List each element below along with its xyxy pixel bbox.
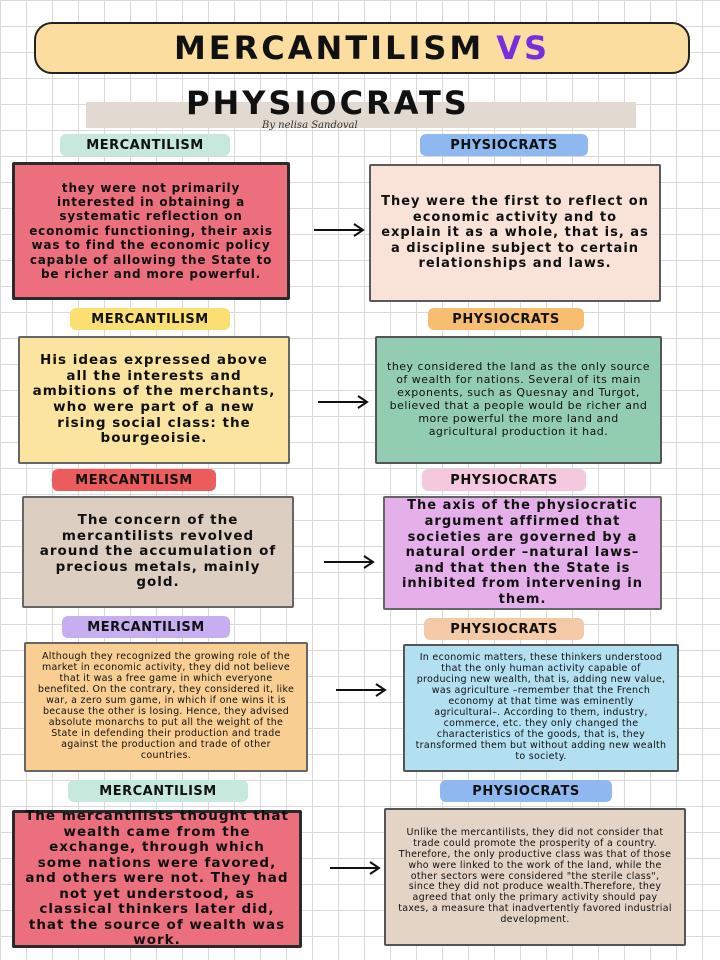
title-banner xyxy=(34,22,690,74)
row2-right-label: PHYSIOCRATS xyxy=(428,308,584,330)
row1-mercantilism-box xyxy=(12,162,290,300)
row2-left-label: MERCANTILISM xyxy=(70,308,230,330)
row5-right-label: PHYSIOCRATS xyxy=(440,780,612,802)
row3-arrow-icon xyxy=(324,554,376,570)
row3-left-label: MERCANTILISM xyxy=(52,469,216,491)
row1-right-label: PHYSIOCRATS xyxy=(420,134,588,156)
row1-mercantilism-text: they were not primarily interested in obtaining a systematic reflection on economic functioning, their axis was to find the economic policy capable of allowing the State to be richer and more powerful. xyxy=(29,180,273,281)
title-physiocrats: PHYSIOCRATS xyxy=(186,84,470,122)
row4-mercantilism-box xyxy=(24,642,308,772)
author-byline: By nelisa Sandoval xyxy=(262,120,358,131)
row4-physiocrats-text: In economic matters, these thinkers understood that the only human activity capable of producing new wealth, that is, adding new value, was agriculture –remember that the French economy at that time was eminently agricultural–. According to them, industry, commerce, etc. they only changed the characteristics of the goods, that is, they transformed them but without adding new wealth to society. xyxy=(415,652,667,762)
row1-physiocrats-text: They were the first to reflect on economic activity and to explain it as a whole, that is, as a discipline subject to certain relationships and laws. xyxy=(381,194,649,272)
title-vs: VS xyxy=(496,29,551,67)
row4-mercantilism-text: Although they recognized the growing role of the market in economic activity, they did not believe that it was a free game in which everyone benefited. On the contrary, they considered it, like war, a zero sum game, in which if one wins it is because the other is losing. Hence, they advised absolute monarchs to put all the weight of the State in defending their production and trade against the production and trade of other countries. xyxy=(37,651,295,761)
row3-mercantilism-box xyxy=(22,496,294,608)
row3-mercantilism-text: The concern of the mercantilists revolved around the accumulation of precious metals, mainly gold. xyxy=(39,512,277,591)
row3-physiocrats-text: The axis of the physiocratic argument affirmed that societies are governed by a natural order –natural laws– and that then the State is inhibited from intervening in them. xyxy=(401,498,644,607)
row5-mercantilism-text: The mercantilists thought that wealth came from the exchange, through which some nations were favored, and others were not. They had not yet understood, as classical thinkers later did, that the source of wealth was work. xyxy=(25,808,289,949)
row5-left-label: MERCANTILISM xyxy=(68,780,248,802)
row5-physiocrats-box xyxy=(384,808,686,946)
row4-arrow-icon xyxy=(336,682,388,698)
row1-physiocrats-box xyxy=(369,164,661,302)
row5-arrow-icon xyxy=(330,860,382,876)
row1-arrow-icon xyxy=(314,222,366,238)
row2-physiocrats-text: they considered the land as the only source of wealth for nations. Several of its main exponents, such as Quesnay and Turgot, believed that a people would be richer and more powerful the more land and agricultural production it had. xyxy=(387,360,650,438)
title-highlight xyxy=(86,84,636,128)
row5-mercantilism-box xyxy=(12,810,302,948)
row4-physiocrats-box xyxy=(403,644,679,772)
row2-arrow-icon xyxy=(318,394,370,410)
row4-left-label: MERCANTILISM xyxy=(62,616,230,638)
row5-physiocrats-text: Unlike the mercantilists, they did not consider that trade could promote the prosperity of a country. Therefore, the only productive class was that of those who were linked to the work of the land, while the other sectors were considered "the sterile class", since they did not produce wealth.Therefore, they agreed that only the primary activity should pay taxes, a measure that inadvertently favored industrial development. xyxy=(398,826,672,926)
row1-left-label: MERCANTILISM xyxy=(60,134,230,156)
row2-physiocrats-box xyxy=(375,336,662,464)
row4-right-label: PHYSIOCRATS xyxy=(424,618,584,640)
row2-mercantilism-text: His ideas expressed above all the interests and ambitions of the merchants, who were part of a new rising social class: the bourgeoisie. xyxy=(32,352,276,447)
row3-right-label: PHYSIOCRATS xyxy=(422,469,586,491)
row2-mercantilism-box xyxy=(18,336,290,464)
row3-physiocrats-box xyxy=(383,496,662,610)
title-mercantilism: MERCANTILISM xyxy=(173,29,485,67)
